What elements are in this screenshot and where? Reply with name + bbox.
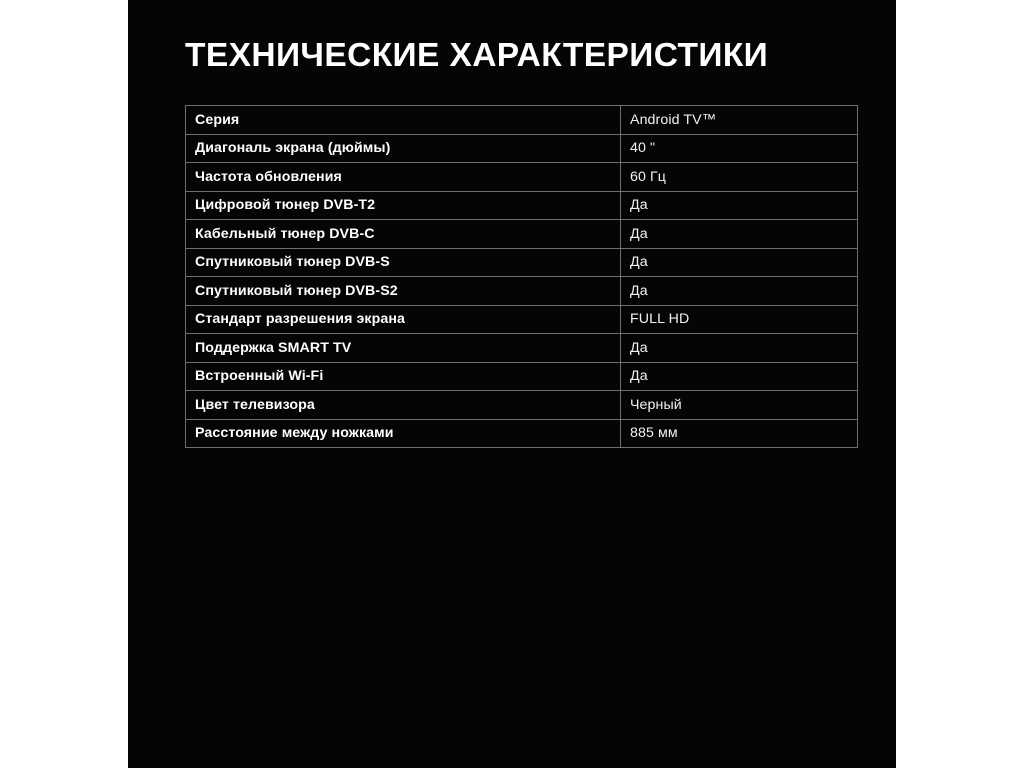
spec-value: Да [621,362,858,391]
spec-value: 40 " [621,134,858,163]
spec-value: 60 Гц [621,163,858,192]
spec-value: 885 мм [621,419,858,448]
spec-label: Кабельный тюнер DVB-C [186,220,621,249]
spec-panel [128,0,896,768]
spec-value: Да [621,334,858,363]
table-row [186,362,858,391]
spec-value: Черный [621,391,858,420]
specifications-table-body [186,106,858,448]
spec-value: Да [621,191,858,220]
table-row [186,106,858,135]
spec-label: Встроенный Wi-Fi [186,362,621,391]
spec-label: Серия [186,106,621,135]
spec-label: Стандарт разрешения экрана [186,305,621,334]
specifications-table [185,105,858,448]
table-row [186,220,858,249]
table-row [186,191,858,220]
spec-value: Да [621,220,858,249]
spec-label: Спутниковый тюнер DVB-S [186,248,621,277]
table-row [186,391,858,420]
spec-label: Частота обновления [186,163,621,192]
table-row [186,305,858,334]
table-row [186,134,858,163]
table-row [186,163,858,192]
spec-value: Да [621,248,858,277]
spec-value: Да [621,277,858,306]
table-row [186,419,858,448]
table-row [186,277,858,306]
spec-label: Цвет телевизора [186,391,621,420]
table-row [186,334,858,363]
table-row [186,248,858,277]
spec-label: Спутниковый тюнер DVB-S2 [186,277,621,306]
page-title: ТЕХНИЧЕСКИЕ ХАРАКТЕРИСТИКИ [185,37,769,74]
spec-label: Диагональ экрана (дюймы) [186,134,621,163]
spec-value: Android TV™ [621,106,858,135]
spec-label: Расстояние между ножками [186,419,621,448]
spec-label: Цифровой тюнер DVB-T2 [186,191,621,220]
spec-label: Поддержка SMART TV [186,334,621,363]
spec-value: FULL HD [621,305,858,334]
